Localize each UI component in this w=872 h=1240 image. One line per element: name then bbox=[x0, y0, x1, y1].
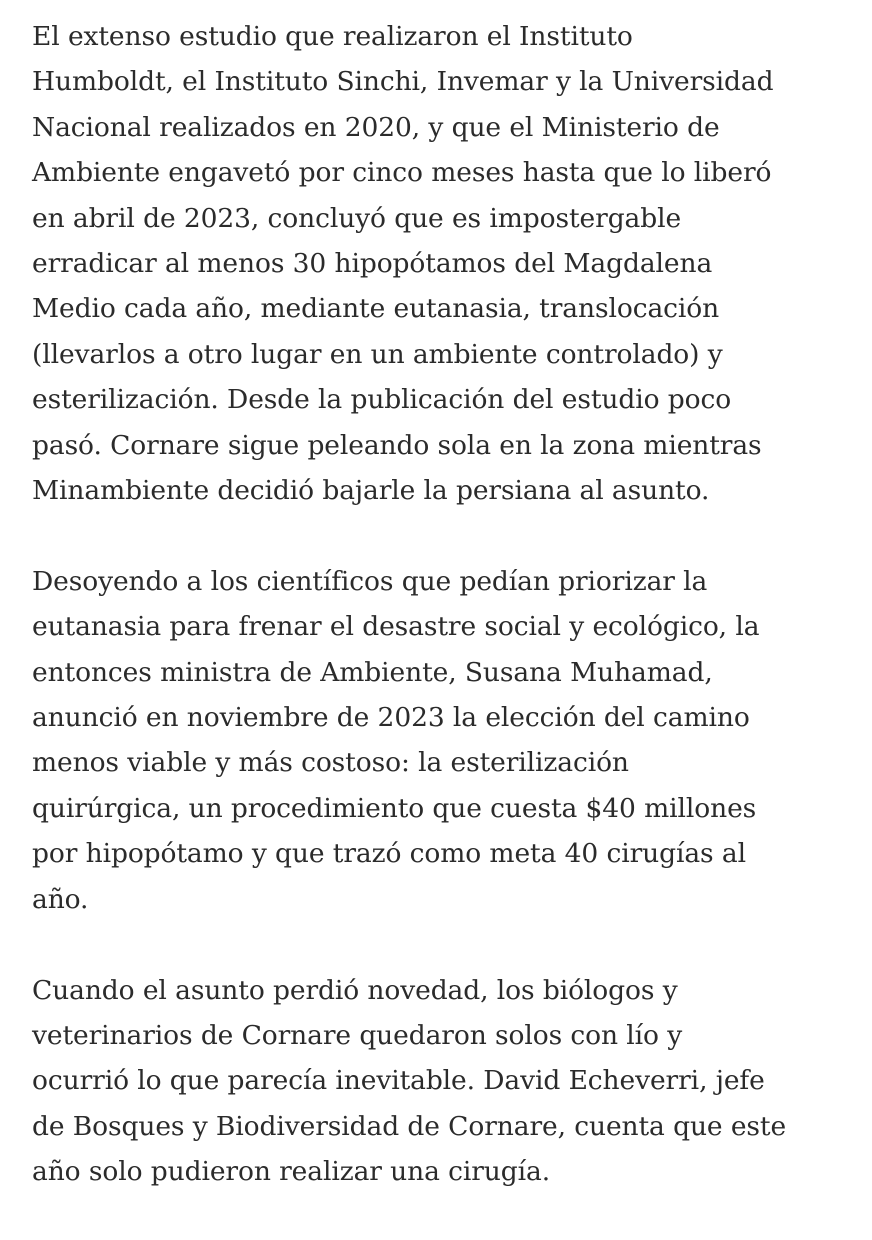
text-line: El extenso estudio que realizaron el Instituto bbox=[32, 21, 633, 52]
text-line: esterilización. Desde la publicación del estudio poco bbox=[32, 384, 732, 416]
text-line: Medio cada año, mediante eutanasia, translocación bbox=[32, 293, 720, 325]
text-line: quirúrgica, un procedimiento que cuesta $40 millones bbox=[32, 792, 757, 824]
text-line: (llevarlos a otro lugar en un ambiente controlado) y bbox=[32, 338, 723, 370]
text-line: en abril de 2023, concluyó que es impostergable bbox=[32, 202, 682, 234]
text-line: Cuando el asunto perdió novedad, los biólogos y bbox=[32, 974, 678, 1006]
text-line: año solo pudieron realizar una cirugía. bbox=[32, 1156, 551, 1188]
text-line: de Bosques y Biodiversidad de Cornare, cuenta que este bbox=[32, 1110, 787, 1142]
paragraph-1 bbox=[32, 14, 872, 513]
text-line: Humboldt, el Instituto Sinchi, Invemar y la Universidad bbox=[32, 66, 774, 98]
text-line: menos viable y más costoso: la esterilización bbox=[32, 747, 629, 779]
text-line: Ambiente engavetó por cinco meses hasta que lo liberó bbox=[32, 157, 772, 189]
text-line: erradicar al menos 30 hipopótamos del Magdalena bbox=[32, 248, 713, 280]
text-line: por hipopótamo y que trazó como meta 40 cirugías al bbox=[32, 838, 746, 870]
text-line: Nacional realizados en 2020, y que el Ministerio de bbox=[32, 111, 720, 143]
text-line: entonces ministra de Ambiente, Susana Muhamad, bbox=[32, 656, 713, 688]
text-line: Desoyendo a los científicos que pedían priorizar la bbox=[32, 565, 708, 597]
text-line: eutanasia para frenar el desastre social y ecológico, la bbox=[32, 611, 760, 643]
text-line: año. bbox=[32, 883, 89, 915]
text-line: Minambiente decidió bajarle la persiana al asunto. bbox=[32, 475, 710, 507]
text-line: pasó. Cornare sigue peleando sola en la zona mientras bbox=[32, 429, 762, 461]
article-body bbox=[32, 14, 872, 1240]
text-line: ocurrió lo que parecía inevitable. David Echeverri, jefe bbox=[32, 1065, 765, 1097]
paragraph-3 bbox=[32, 968, 872, 1195]
text-line: anunció en noviembre de 2023 la elección del camino bbox=[32, 702, 750, 734]
paragraph-2 bbox=[32, 559, 872, 922]
text-line: veterinarios de Cornare quedaron solos con lío y bbox=[32, 1019, 683, 1051]
